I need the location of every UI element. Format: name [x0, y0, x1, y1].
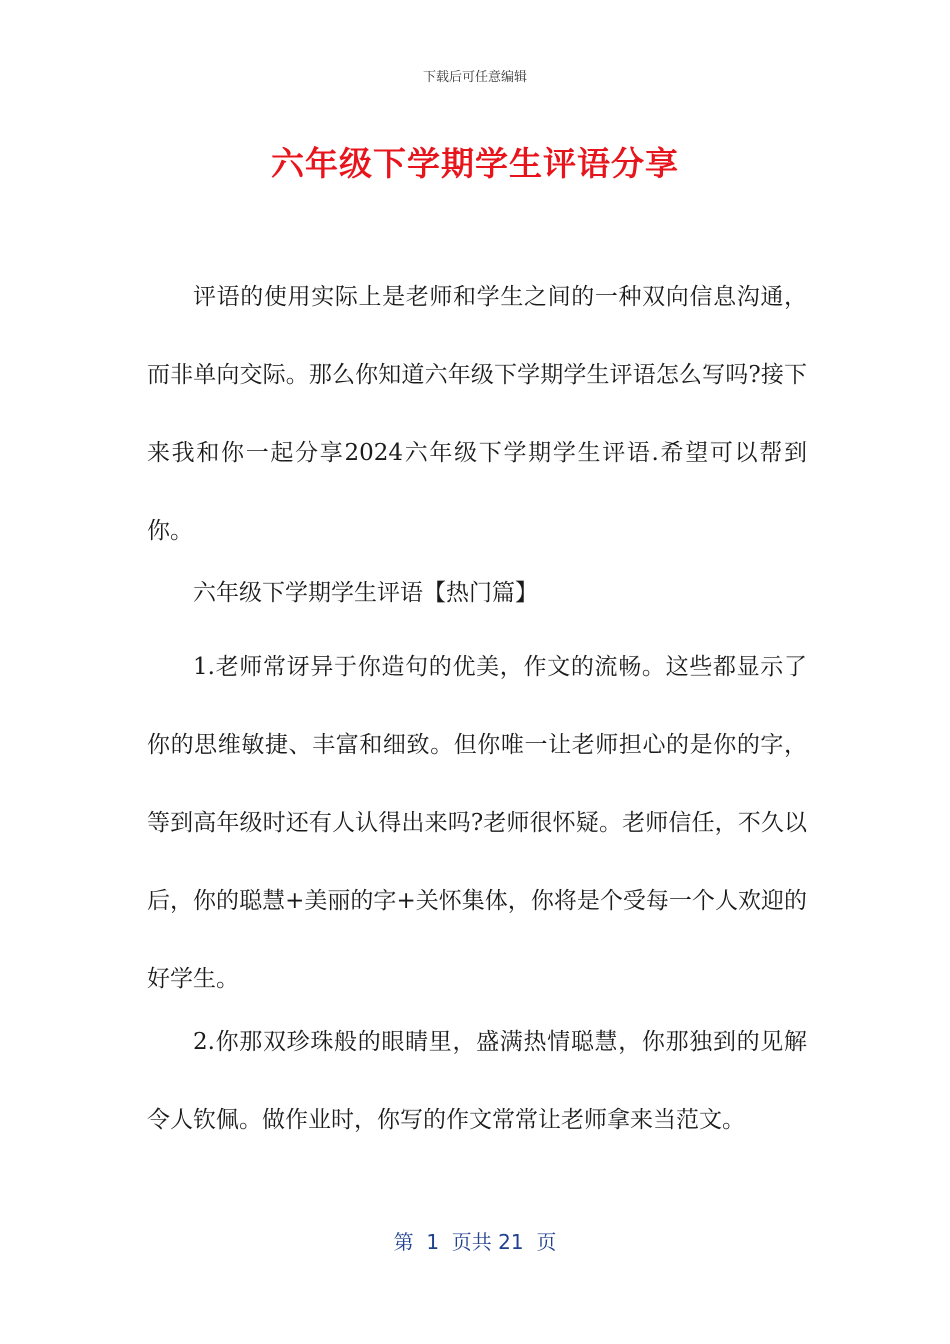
download-note: 下载后可任意编辑: [422, 70, 527, 85]
document-title: 六年级下学期学生评语分享: [271, 144, 679, 183]
section-heading: 六年级下学期学生评语【热门篇】: [193, 580, 538, 606]
intro-paragraph: 评语的使用实际上是老师和学生之间的一种双向信息沟通，而非单向交际。那么你知道六年级下学期学生评语怎么写吗?接下来我和你一起分享2024六年级下学期学生评语.希望可以帮到你。: [147, 284, 807, 544]
comment-paragraph-1: 1.老师常讶异于你造句的优美，作文的流畅。这些都显示了你的思维敏捷、丰富和细致。但你唯一让老师担心的是你的字，等到高年级时还有人认得出来吗?老师很怀疑。老师信任，不久以后，你的聪慧+美丽的字+关怀集体，你将是个受每一个人欢迎的好学生。: [147, 654, 807, 992]
page-number: 第 1 页共 21 页: [393, 1230, 557, 1254]
comment-paragraph-2: 2.你那双珍珠般的眼睛里，盛满热情聪慧，你那独到的见解令人钦佩。做作业时，你写的作文常常让老师拿来当范文。: [147, 1029, 807, 1133]
